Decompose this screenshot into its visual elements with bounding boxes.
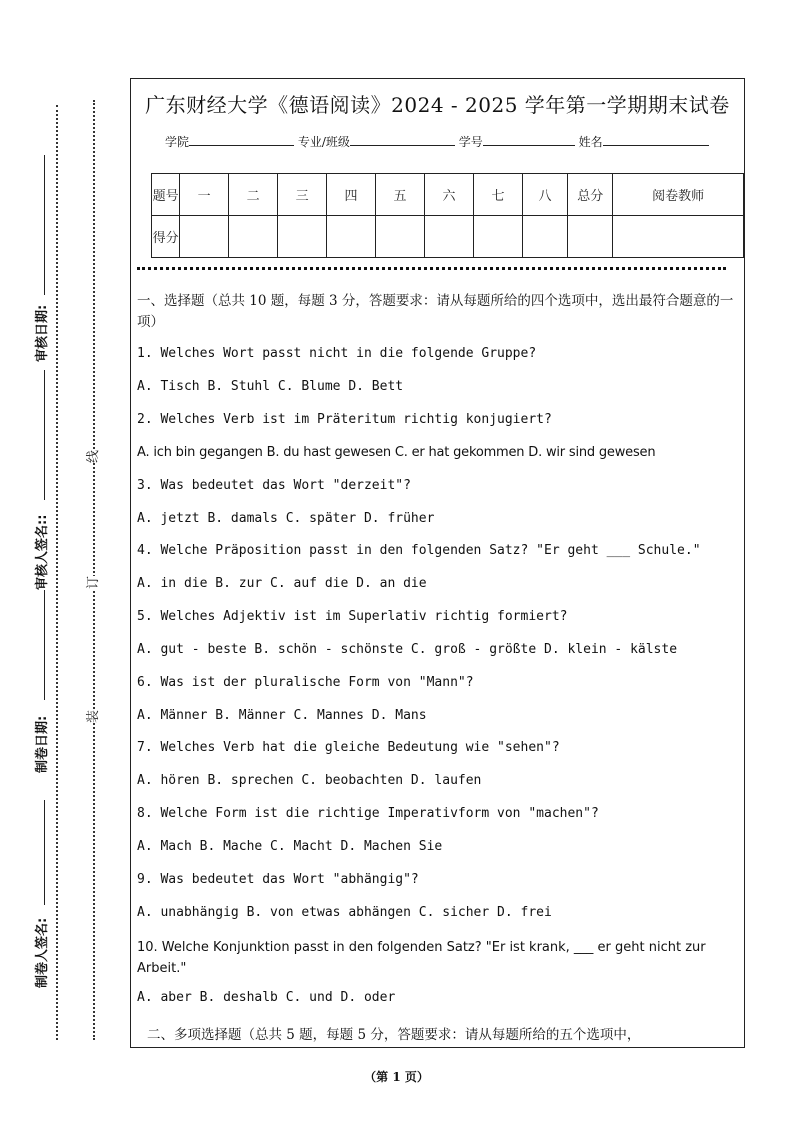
- question-7: 7. Welches Verb hat die gleiche Bedeutung wie "sehen"?: [137, 740, 560, 755]
- auditor-sign-label: 审核人签名::: [35, 514, 50, 590]
- section-1-heading: 一、选择题（总共 10 题，每题 3 分，答题要求：请从每题所给的四个选项中，选出最符合题意的一项）: [137, 293, 734, 330]
- maker-sign-underline: [44, 800, 45, 905]
- question-6: 6. Was ist der pluralische Form von "Mann"?: [137, 675, 474, 690]
- section-2-heading: 二、多项选择题（总共 5 题，每题 5 分，答题要求：请从每题所给的五个选项中，: [147, 1027, 641, 1043]
- score-col-4: 四: [327, 174, 376, 216]
- made-date-underline: [44, 590, 45, 700]
- answer-options-9: A. unabhängig B. von etwas abhängen C. sicher D. frei: [137, 905, 552, 920]
- college-label: 学院: [165, 135, 190, 149]
- score-cell[interactable]: [278, 216, 327, 258]
- score-cell[interactable]: [473, 216, 522, 258]
- score-cell[interactable]: [425, 216, 474, 258]
- question-2: 2. Welches Verb ist im Präteritum richtig konjugiert?: [137, 412, 552, 427]
- score-col-3: 三: [278, 174, 327, 216]
- question-5: 5. Welches Adjektiv ist im Superlativ richtig formiert?: [137, 609, 568, 624]
- name-label: 姓名: [578, 135, 603, 149]
- exam-paper-frame: [130, 78, 745, 1048]
- answer-options-8: A. Mach B. Mache C. Macht D. Machen Sie: [137, 839, 443, 854]
- answer-options-2: A. ich bin gegangen B. du hast gewesen C. er hat gekommen D. wir sind gewesen: [137, 445, 656, 460]
- answer-options-4: A. in die B. zur C. auf die D. an die: [137, 576, 427, 591]
- score-col-5: 五: [376, 174, 425, 216]
- major-field[interactable]: [350, 133, 455, 146]
- score-cell[interactable]: [229, 216, 278, 258]
- question-3: 3. Was bedeutet das Wort "derzeit"?: [137, 478, 411, 493]
- score-col-total: 总分: [568, 174, 613, 216]
- binding-word-xian: 线: [82, 450, 101, 463]
- score-cell[interactable]: [180, 216, 229, 258]
- answer-options-10: A. aber B. deshalb C. und D. oder: [137, 990, 396, 1005]
- auditor-sign-underline: [44, 370, 45, 500]
- exam-title: 广东财经大学《德语阅读》2024 - 2025 学年第一学期期末试卷: [145, 93, 730, 117]
- score-table: [151, 173, 744, 258]
- question-1: 1. Welches Wort passt nicht in die folgende Gruppe?: [137, 346, 537, 361]
- score-col-6: 六: [425, 174, 474, 216]
- score-col-8: 八: [522, 174, 567, 216]
- score-table-row1-label: 题号: [152, 174, 180, 216]
- score-cell[interactable]: [522, 216, 567, 258]
- audit-date-underline: [44, 155, 45, 295]
- score-col-2: 二: [229, 174, 278, 216]
- college-field[interactable]: [189, 133, 294, 146]
- question-8: 8. Welche Form ist die richtige Imperativform von "machen"?: [137, 806, 599, 821]
- answer-options-7: A. hören B. sprechen C. beobachten D. laufen: [137, 773, 482, 788]
- binding-dotted-line-outer: [56, 105, 58, 1040]
- major-label: 专业/班级: [297, 135, 350, 149]
- answer-options-5: A. gut - beste B. schön - schönste C. groß - größte D. klein - kälste: [137, 642, 678, 657]
- student-info-row: [165, 133, 709, 150]
- student-no-label: 学号: [458, 135, 483, 149]
- question-4: 4. Welche Präposition passt in den folgenden Satz? "Er geht ___ Schule.": [137, 543, 701, 558]
- maker-sign-label: 制卷人签名:: [35, 917, 50, 988]
- score-col-1: 一: [180, 174, 229, 216]
- binding-dotted-line-inner: [93, 100, 95, 1040]
- score-col-7: 七: [473, 174, 522, 216]
- answer-options-3: A. jetzt B. damals C. später D. früher: [137, 511, 435, 526]
- answer-options-1: A. Tisch B. Stuhl C. Blume D. Bett: [137, 379, 404, 394]
- score-cell-grader[interactable]: [613, 216, 744, 258]
- name-field[interactable]: [603, 133, 709, 146]
- dotted-separator: [137, 267, 726, 270]
- binding-word-ding: 订: [82, 576, 101, 589]
- score-table-row2-label: 得分: [152, 216, 180, 258]
- score-col-grader: 阅卷教师: [613, 174, 744, 216]
- audit-date-label: 审核日期:: [35, 304, 50, 362]
- score-cell-total[interactable]: [568, 216, 613, 258]
- answer-options-6: A. Männer B. Männer C. Mannes D. Mans: [137, 708, 427, 723]
- score-cell[interactable]: [327, 216, 376, 258]
- score-cell[interactable]: [376, 216, 425, 258]
- page-number: （第 1 页）: [364, 1070, 429, 1084]
- made-date-label: 制卷日期:: [35, 715, 50, 773]
- question-10: 10. Welche Konjunktion passt in den folgenden Satz? "Er ist krank, ___ er geht nicht zur Arbeit.": [137, 940, 706, 976]
- binding-word-zhuang: 装: [82, 710, 101, 723]
- question-9: 9. Was bedeutet das Wort "abhängig"?: [137, 872, 419, 887]
- student-no-field[interactable]: [483, 133, 575, 146]
